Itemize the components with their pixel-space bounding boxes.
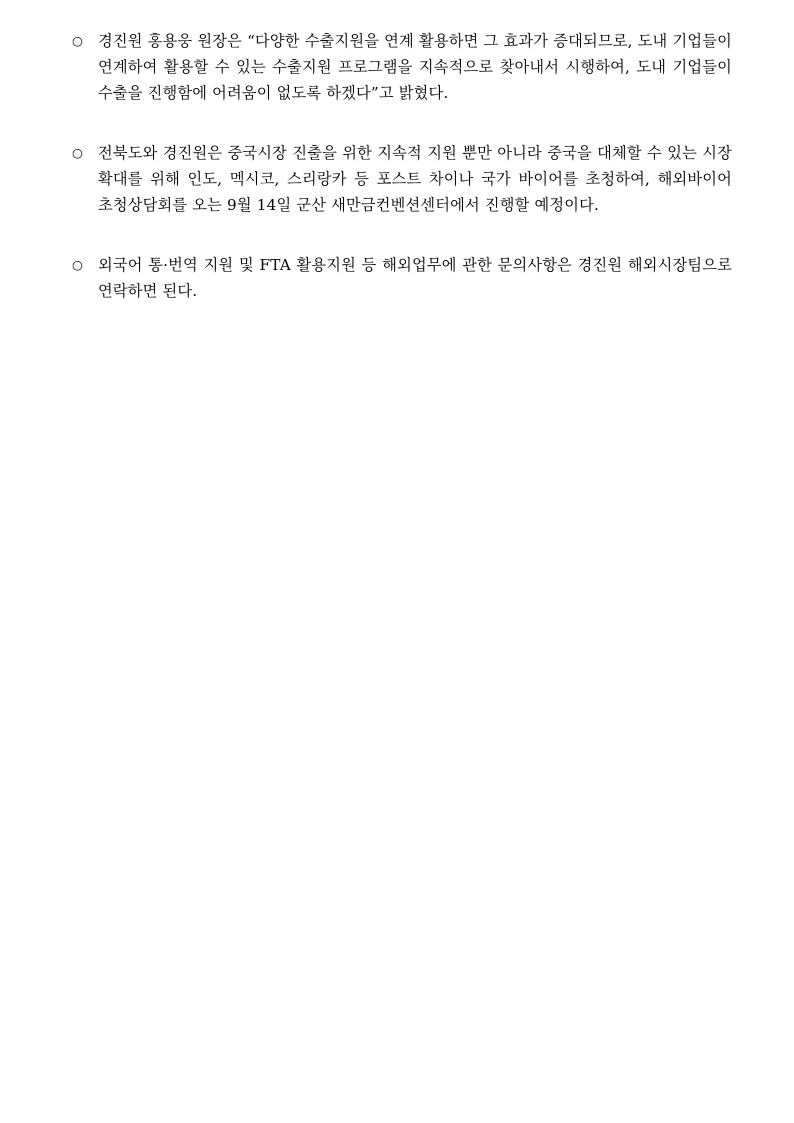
- bullet-paragraph: [72, 252, 732, 304]
- bullet-paragraph: [72, 28, 732, 106]
- bullet-icon: ○: [72, 257, 83, 272]
- bullet-icon: ○: [72, 145, 83, 160]
- bullet-paragraph: [72, 140, 732, 218]
- paragraph-text: 전북도와 경진원은 중국시장 진출을 위한 지속적 지원 뿐만 아니라 중국을 대체할 수 있는 시장 확대를 위해 인도, 멕시코, 스리랑카 등 포스트 차이나 국가 바이어를 초청하여, 해외바이어 초청상담회를 오는 9월 14일 군산 새만금컨벤션센터에서 진행할 예정이다.: [98, 144, 732, 214]
- paragraph-text: 경진원 홍용웅 원장은 “다양한 수출지원을 연계 활용하면 그 효과가 증대되므로, 도내 기업들이 연계하여 활용할 수 있는 수출지원 프로그램을 지속적으로 찾아내서 시행하여, 도내 기업들이 수출을 진행함에 어려움이 없도록 하겠다”고 밝혔다.: [98, 32, 732, 102]
- paragraph-text: 외국어 통·번역 지원 및 FTA 활용지원 등 해외업무에 관한 문의사항은 경진원 해외시장팀으로 연락하면 된다.: [98, 256, 732, 300]
- bullet-icon: ○: [72, 33, 83, 48]
